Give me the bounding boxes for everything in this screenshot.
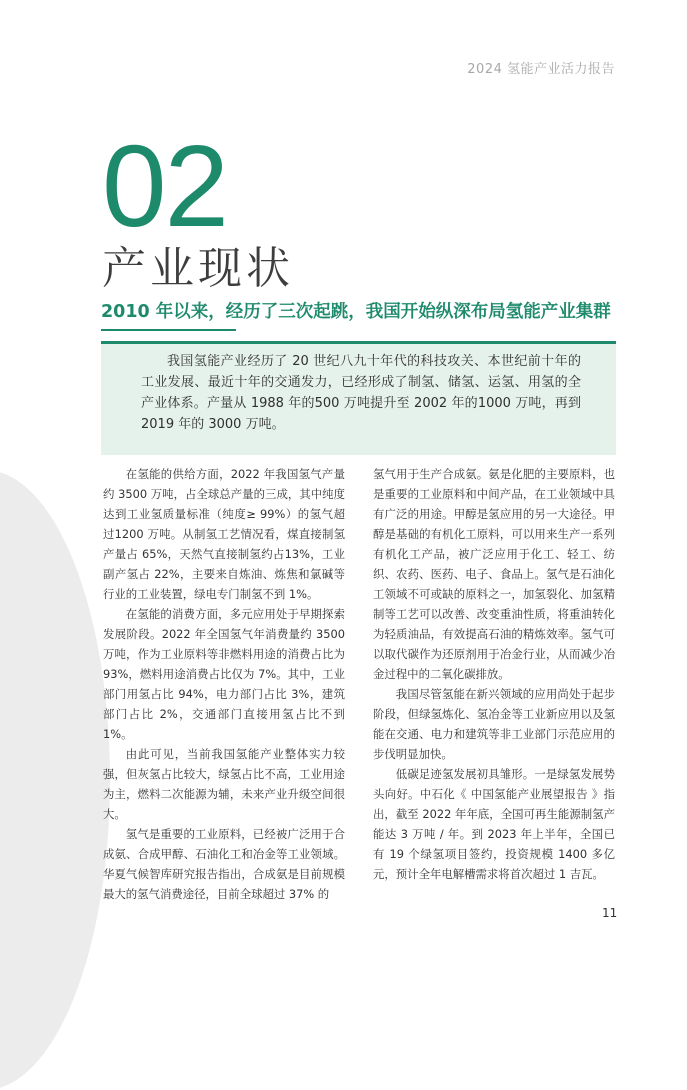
body-paragraph: 我国尽管氢能在新兴领域的应用尚处于起步阶段，但绿氢炼化、氢冶金等工业新应用以及氢能在交通、电力和建筑等非工业部门示范应用的步伐明显加快。: [373, 687, 615, 761]
intro-summary-box: [101, 341, 616, 455]
chapter-title: 产业现状: [102, 243, 294, 294]
body-column-right: [373, 464, 615, 884]
chapter-number: 02: [102, 121, 228, 251]
body-paragraph: 氢气是重要的工业原料，已经被广泛用于合成氨、合成甲醇、石油化工和冶金等工业领域。华夏气候智库研究报告指出，合成氨是目前规模最大的氢气消费途径，目前全球超过 37% 的: [103, 827, 345, 901]
body-paragraph: 低碳足迹氢发展初具雏形。一是绿氢发展势头向好。中石化《 中国氢能产业展望报告 》指出，截至 2022 年年底，全国可再生能源制氢产能达 3 万吨 / 年。到 2023 年上半年，全国已有 19 个绿氢项目签约，投资规模 1400 多亿元，预计全年电解槽需求将首次超过 1 吉瓦。: [373, 767, 615, 881]
body-paragraph: 由此可见，当前我国氢能产业整体实力较强，但灰氢占比较大，绿氢占比不高，工业用途为主，燃料二次能源为辅，未来产业升级空间很大。: [103, 747, 345, 821]
body-paragraph-continuation: 氢气用于生产合成氨。氨是化肥的主要原料，也是重要的工业原料和中间产品，在工业领域中具有广泛的用途。甲醇是氢应用的另一大途径。甲醇是基础的有机化工原料，可以用来生产一系列有机化工产品，被广泛应用于化工、轻工、纺织、农药、医药、电子、食品上。氢气是石油化工领域不可或缺的原料之一，加氢裂化、加氢精制等工艺可以改善、改变重油性质，将重油转化为轻质油品，有效提高石油的精炼效率。氢气可以取代碳作为还原剂用于冶金行业，从而减少冶金过程中的二氧化碳排放。: [373, 467, 615, 681]
report-header-title: 2024 氢能产业活力报告: [467, 62, 615, 77]
body-paragraph: 在氢能的消费方面，多元应用处于早期探索发展阶段。2022 年全国氢气年消费量约 3500 万吨，作为工业原料等非燃料用途的消费占比为 93%，燃料用途消费占比仅为 7%。其中，工业部门用氢占比 94%，电力部门占比 3%，建筑部门占比 2%，交通部门直接用氢占比不到 1%。: [103, 607, 345, 741]
chapter-subtitle: 2010 年以来，经历了三次起跳，我国开始纵深布局氢能产业集群: [101, 302, 611, 322]
page-number: 11: [602, 906, 618, 920]
body-paragraph: 在氢能的供给方面，2022 年我国氢气产量约 3500 万吨，占全球总产量的三成，其中纯度达到工业氢质量标准（纯度≥ 99%）的氢气超过1200 万吨。从制氢工艺情况看，煤直接制氢产量占 65%，天然气直接制氢约占13%，工业副产氢占 22%，主要来自炼油、炼焦和氯碱等行业的工业装置，绿电专门制氢不到 1%。: [103, 467, 345, 601]
body-column-left: [103, 464, 345, 904]
decorative-background-shape: [0, 470, 110, 1090]
intro-summary-text: 我国氢能产业经历了 20 世纪八九十年代的科技攻关、本世纪前十年的工业发展、最近十年的交通发力，已经形成了制氢、储氢、运氢、用氢的全产业体系。产量从 1988 年的500 万吨提升至 2002 年的1000 万吨，再到2019 年的 3000 万吨。: [141, 354, 581, 432]
subtitle-underline: [101, 329, 236, 331]
